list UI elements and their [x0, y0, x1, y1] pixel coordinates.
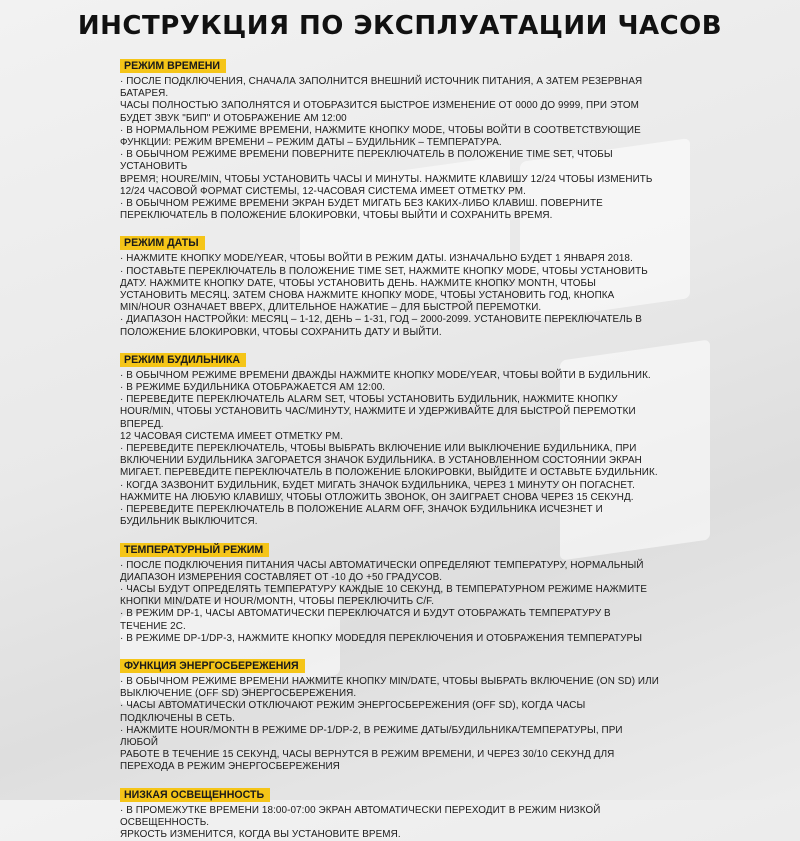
section-line: · КОГДА ЗАЗВОНИТ БУДИЛЬНИК, БУДЕТ МИГАТЬ ЗНАЧОК БУДИЛЬНИКА, ЧЕРЕЗ 1 МИНУТУ ОН ПОГАСНЕТ. НАЖМИТЕ НА ЛЮБУЮ КЛАВИШУ, ЧТОБЫ ОТЛОЖИТЬ ЗВОНОК, ОН ЗАИГРАЕТ СНОВА ЧЕРЕЗ 15 СЕКУНД. [120, 479, 635, 503]
section-heading-wrap [120, 656, 660, 674]
section-line: · В ПРОМЕЖУТКЕ ВРЕМЕНИ 18:00-07:00 ЭКРАН АВТОМАТИЧЕСКИ ПЕРЕХОДИТ В РЕЖИМ НИЗКОЙ ОСВЕЩЕННОСТЬ. [120, 804, 601, 828]
section-line: · В ОБЫЧНОМ РЕЖИМЕ ВРЕМЕНИ ПОВЕРНИТЕ ПЕРЕКЛЮЧАТЕЛЬ В ПОЛОЖЕНИЕ TIME SET, ЧТОБЫ УСТАНОВИТЬ [120, 149, 613, 173]
section [120, 350, 660, 540]
section-heading: НИЗКАЯ ОСВЕЩЕННОСТЬ [120, 788, 270, 802]
section-body [120, 676, 660, 774]
section [120, 540, 660, 656]
section-line: · ЧАСЫ БУДУТ ОПРЕДЕЛЯТЬ ТЕМПЕРАТУРУ КАЖДЫЕ 10 СЕКУНД, В ТЕМПЕРАТУРНОМ РЕЖИМЕ НАЖМИТЕ КНОПКИ MIN/DATE И HOUR/MONTH, ЧТОБЫ ПЕРЕКЛЮЧИТЬ C/F. [120, 583, 648, 608]
section-heading: РЕЖИМ БУДИЛЬНИКА [120, 353, 246, 367]
section-line: · НАЖМИТЕ КНОПКУ MODE/YEAR, ЧТОБЫ ВОЙТИ В РЕЖИМ ДАТЫ. ИЗНАЧАЛЬНО БУДЕТ 1 ЯНВАРЯ 2018. [120, 253, 633, 265]
section-gap [120, 774, 660, 785]
section-line: · ПЕРЕВЕДИТЕ ПЕРЕКЛЮЧАТЕЛЬ В ПОЛОЖЕНИЕ ALARM OFF, ЗНАЧОК БУДИЛЬНИКА ИСЧЕЗНЕТ И БУДИЛЬНИК ВЫКЛЮЧИТСЯ. [120, 504, 603, 528]
section-line: · НАЖМИТЕ HOUR/MONTH В РЕЖИМЕ DP-1/DP-2, В РЕЖИМЕ ДАТЫ/БУДИЛЬНИКА/ТЕМПЕРАТУРЫ, ПРИ ЛЮБОЙ [120, 724, 623, 748]
section [120, 233, 660, 349]
section-heading: ТЕМПЕРАТУРНЫЙ РЕЖИМ [120, 543, 269, 557]
section-line: · В ОБЫЧНОМ РЕЖИМЕ ВРЕМЕНИ НАЖМИТЕ КНОПКУ MIN/DATE, ЧТОБЫ ВЫБРАТЬ ВКЛЮЧЕНИЕ (ON SD) ИЛИ ВЫКЛЮЧЕНИЕ (OFF SD) ЭНЕРГОСБЕРЕЖЕНИЯ. [120, 675, 659, 700]
section-line: · В ОБЫЧНОМ РЕЖИМЕ ВРЕМЕНИ ЭКРАН БУДЕТ МИГАТЬ БЕЗ КАКИХ-ЛИБО КЛАВИШ. ПОВЕРНИТЕ ПЕРЕКЛЮЧАТЕЛЬ В ПОЛОЖЕНИЕ БЛОКИРОВКИ, ЧТОБЫ ВЫЙТИ И СОХРАНИТЬ ВРЕМЯ. [120, 198, 603, 222]
section-line: ЯРКОСТЬ ИЗМЕНИТСЯ, КОГДА ВЫ УСТАНОВИТЕ ВРЕМЯ. [120, 828, 401, 840]
section-gap [120, 339, 660, 350]
section-heading-wrap [120, 350, 660, 368]
section-body [120, 805, 660, 841]
section-line: · В РЕЖИМ DP-1, ЧАСЫ АВТОМАТИЧЕСКИ ПЕРЕКЛЮЧАТСЯ И БУДУТ ОТОБРАЖАТЬ ТЕМПЕРАТУРУ В ТЕЧЕНИЕ 2С. [120, 608, 611, 632]
section-heading-wrap [120, 56, 660, 74]
section-line: · ПЕРЕВЕДИТЕ ПЕРЕКЛЮЧАТЕЛЬ ALARM SET, ЧТОБЫ УСТАНОВИТЬ БУДИЛЬНИК, НАЖМИТЕ КНОПКУ HOUR/MIN, ЧТОБЫ УСТАНОВИТЬ ЧАС/МИНУТУ, НАЖМИТЕ И УДЕРЖИВАЙТЕ ДЛЯ БЫСТРОЙ ПЕРЕМОТКИ ВПЕРЕД. [120, 394, 636, 430]
section-line: · ПОСЛЕ ПОДКЛЮЧЕНИЯ, СНАЧАЛА ЗАПОЛНИТСЯ ВНЕШНИЙ ИСТОЧНИК ПИТАНИЯ, А ЗАТЕМ РЕЗЕРВНАЯ БАТАРЕЯ. [120, 76, 643, 100]
section-heading: РЕЖИМ ДАТЫ [120, 236, 205, 250]
section-line: ВРЕМЯ; HOURE/MIN, ЧТОБЫ УСТАНОВИТЬ ЧАСЫ И МИНУТЫ. НАЖМИТЕ КЛАВИШУ 12/24 ЧТОБЫ ИЗМЕНИТЬ 12/24 ЧАСОВОЙ ФОРМАТ СИСТЕМЫ, 12-ЧАСОВАЯ СИСТЕМА ИМЕЕТ ОТМЕТКУ PM. [120, 173, 653, 197]
section-line: · В ОБЫЧНОМ РЕЖИМЕ ВРЕМЕНИ ДВАЖДЫ НАЖМИТЕ КНОПКУ MODE/YEAR, ЧТОБЫ ВОЙТИ В БУДИЛЬНИК. [120, 369, 651, 381]
sections-container [0, 56, 800, 841]
section-line: ЧАСЫ ПОЛНОСТЬЮ ЗАПОЛНЯТСЯ И ОТОБРАЗИТСЯ БЫСТРОЕ ИЗМЕНЕНИЕ ОТ 0000 ДО 9999, ПРИ ЭТОМ БУДЕТ ЗВУК "БИП" И ОТОБРАЖЕНИЕ AM 12:00 [120, 100, 639, 124]
section-line: 12 ЧАСОВАЯ СИСТЕМА ИМЕЕТ ОТМЕТКУ PM. [120, 430, 344, 442]
section-body [120, 370, 660, 529]
section-line: · ЧАСЫ АВТОМАТИЧЕСКИ ОТКЛЮЧАЮТ РЕЖИМ ЭНЕРГОСБЕРЕЖЕНИЯ (OFF SD), КОГДА ЧАСЫ ПОДКЛЮЧЕНЫ В СЕТЬ. [120, 700, 586, 724]
section-line: · ДИАПАЗОН НАСТРОЙКИ: МЕСЯЦ – 1-12, ДЕНЬ – 1-31, ГОД – 2000-2099. УСТАНОВИТЕ ПЕРЕКЛЮЧАТЕЛЬ В ПОЛОЖЕНИЕ БЛОКИРОВКИ, ЧТОБЫ СОХРАНИТЬ ДАТУ И ВЫЙТИ. [120, 314, 642, 338]
page-title: ИНСТРУКЦИЯ ПО ЭКСПЛУАТАЦИИ ЧАСОВ [77, 11, 723, 41]
section-gap [120, 529, 660, 540]
section-body [120, 560, 660, 645]
section [120, 56, 660, 233]
section-gap [120, 645, 660, 656]
section-heading: ФУНКЦИЯ ЭНЕРГОСБЕРЕЖЕНИЯ [120, 659, 305, 673]
section-line: · В НОРМАЛЬНОМ РЕЖИМЕ ВРЕМЕНИ, НАЖМИТЕ КНОПКУ MODE, ЧТОБЫ ВОЙТИ В СООТВЕТСТВУЮЩИЕ ФУНКЦИИ: РЕЖИМ ВРЕМЕНИ – РЕЖИМ ДАТЫ – БУДИЛЬНИК – ТЕМПЕРАТУРА. [120, 124, 641, 149]
section-heading-wrap [120, 233, 660, 251]
section-line: · ПОСТАВЬТЕ ПЕРЕКЛЮЧАТЕЛЬ В ПОЛОЖЕНИЕ TIME SET, НАЖМИТЕ КНОПКУ MODE, ЧТОБЫ УСТАНОВИТЬ ДАТУ. НАЖМИТЕ КНОПКУ DATE, ЧТОБЫ УСТАНОВИТЬ ДЕНЬ. НАЖМИТЕ КНОПКУ MONTH, ЧТОБЫ УСТАНОВИТЬ МЕСЯЦ. ЗАТЕМ СНОВА НАЖМИТЕ КНОПКУ MODE, ЧТОБЫ УСТАНОВИТЬ ГОД, КНОПКА MIN/HOUR ОЗНАЧАЕТ ВВЕРХ, ДЛИТЕЛЬНОЕ НАЖАТИЕ – ДЛЯ БЫСТРОЙ ПЕРЕМОТКИ. [120, 265, 648, 314]
section-heading: РЕЖИМ ВРЕМЕНИ [120, 59, 226, 73]
section-heading-wrap [120, 540, 660, 558]
section-gap [120, 222, 660, 233]
section-line: РАБОТЕ В ТЕЧЕНИЕ 15 СЕКУНД, ЧАСЫ ВЕРНУТСЯ В РЕЖИМ ВРЕМЕНИ, И ЧЕРЕЗ 30/10 СЕКУНД ДЛЯ ПЕРЕХОДА В РЕЖИМ ЭНЕРГОСБЕРЕЖЕНИЯ [120, 749, 615, 773]
section-line: · ПЕРЕВЕДИТЕ ПЕРЕКЛЮЧАТЕЛЬ, ЧТОБЫ ВЫБРАТЬ ВКЛЮЧЕНИЕ ИЛИ ВЫКЛЮЧЕНИЕ БУДИЛЬНИКА, ПРИ ВКЛЮЧЕНИИ БУДИЛЬНИКА ЗАГОРАЕТСЯ ЗНАЧОК БУДИЛЬНИКА. В УСТАНОВЛЕННОМ СОСТОЯНИИ ЭКРАН МИГАЕТ. ПЕРЕВЕДИТЕ ПЕРЕКЛЮЧАТЕЛЬ В ПОЛОЖЕНИЕ БЛОКИРОВКИ, ВЫЙДИТЕ И ОСТАВЬТЕ БУДИЛЬНИК. [120, 443, 658, 479]
section-body [120, 76, 660, 222]
section-body [120, 253, 660, 338]
section-line: · ПОСЛЕ ПОДКЛЮЧЕНИЯ ПИТАНИЯ ЧАСЫ АВТОМАТИЧЕСКИ ОПРЕДЕЛЯЮТ ТЕМПЕРАТУРУ, НОРМАЛЬНЫЙ ДИАПАЗОН ИЗМЕРЕНИЯ СОСТАВЛЯЕТ ОТ -10 ДО +50 ГРАДУСОВ. [120, 559, 644, 583]
section [120, 656, 660, 785]
section-line: · В РЕЖИМЕ БУДИЛЬНИКА ОТОБРАЖАЕТСЯ AM 12:00. [120, 382, 386, 394]
section [120, 785, 660, 841]
section-line: · В РЕЖИМЕ DP-1/DP-3, НАЖМИТЕ КНОПКУ MODEДЛЯ ПЕРЕКЛЮЧЕНИЯ И ОТОБРАЖЕНИЯ ТЕМПЕРАТУРЫ [120, 632, 643, 644]
